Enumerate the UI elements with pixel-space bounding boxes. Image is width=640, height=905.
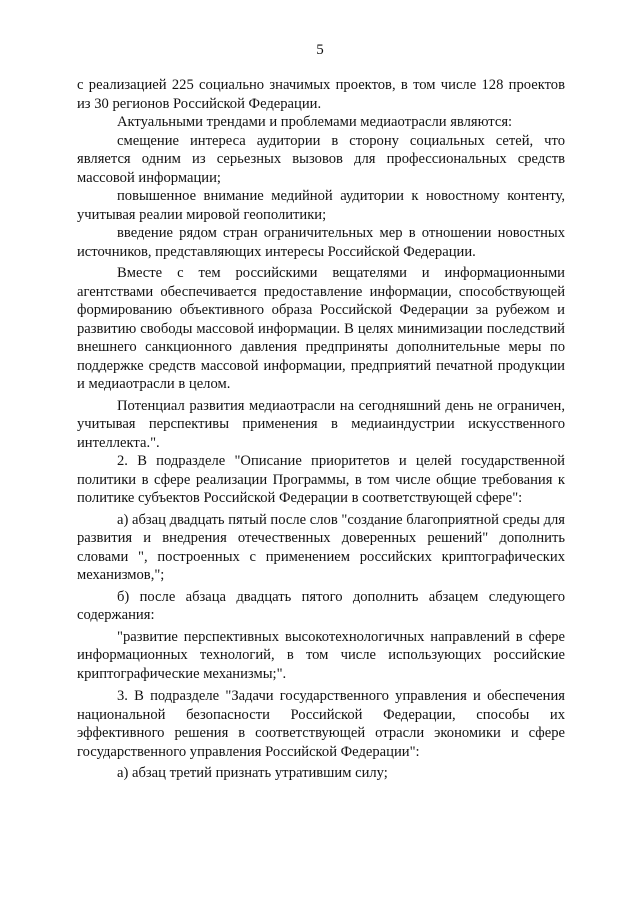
paragraph-trends-intro: Актуальными трендами и проблемами медиаотрасли являются:	[117, 114, 513, 130]
paragraph-item-3: 3. В подразделе "Задачи государственного управления и обеспечения национальной безопасности Российской Федерации, способы их эффективного решения в соответствующей отрасли экономики и сфере государственного управления Российской Федерации":	[77, 688, 565, 760]
paragraph-trend-social-networks: смещение интереса аудитории в сторону социальных сетей, что является одним из серьезных вызовов для профессиональных средств массовой информации;	[77, 132, 565, 186]
paragraph-trend-restrictions: введение рядом стран ограничительных мер в отношении новостных источников, представляющих интересы Российской Федерации.	[77, 225, 565, 260]
document-body	[77, 76, 565, 783]
paragraph-continuation: с реализацией 225 социально значимых проектов, в том числе 128 проектов из 30 регионов Российской Федерации.	[77, 77, 565, 112]
paragraph-broadcasters: Вместе с тем российскими вещателями и информационными агентствами обеспечивается предоставление информации, способствующей формированию объективного образа Российской Федерации за рубежом и развитию свободы массовой информации. В целях минимизации последствий внешнего санкционного давления предприняты дополнительные меры по поддержке средств массовой информации, предприятий печатной продукции и медиаотрасли в целом.	[77, 265, 565, 392]
paragraph-item-2b: б) после абзаца двадцать пятого дополнить абзацем следующего содержания:	[77, 588, 565, 623]
paragraph-quoted-addition: "развитие перспективных высокотехнологичных направлений в сфере информационных технологий, в том числе использующих российские криптографические механизмы;".	[77, 628, 565, 682]
paragraph-item-3a: а) абзац третий признать утратившим силу;	[117, 765, 388, 781]
paragraph-potential: Потенциал развития медиаотрасли на сегодняшний день не ограничен, учитывая перспективы применения в медиаиндустрии искусственного интеллекта.".	[77, 397, 565, 451]
paragraph-item-2: 2. В подразделе "Описание приоритетов и целей государственной политики в сфере реализации Программы, в том числе общие требования к политике субъектов Российской Федерации в соответствующей сфере":	[77, 453, 565, 506]
paragraph-trend-news-attention: повышенное внимание медийной аудитории к новостному контенту, учитывая реалии мировой геополитики;	[77, 188, 565, 223]
page-number: 5	[316, 42, 324, 58]
paragraph-item-2a: а) абзац двадцать пятый после слов "создание благоприятной среды для развития и внедрения отечественных доверенных решений" дополнить словами ", построенных с применением российских криптографических механизмов,";	[77, 511, 565, 583]
